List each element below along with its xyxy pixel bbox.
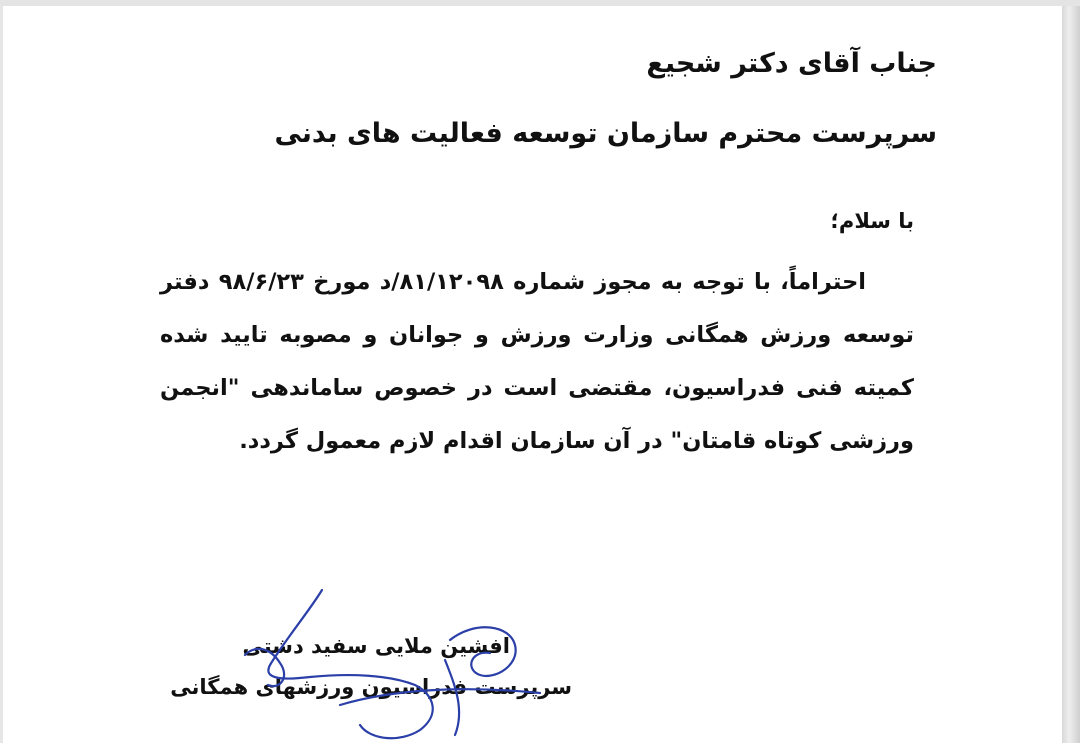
body-paragraph: احتراماً، با توجه به مجوز شماره ۸۱/۱۲۰۹۸/د مورخ ۹۸/۶/۲۳ دفتر توسعه ورزش همگانی وزارت ورزش و جوانان و مصوبه تایید شده کمیته فنی فدراسیون، مقتضی است در خصوص ساماندهی "انجمن ورزشی کوتاه قامتان" در آن سازمان اقدام لازم معمول گردد. [160, 269, 914, 454]
addressee-title: سرپرست محترم سازمان توسعه فعالیت های بدنی [274, 118, 937, 149]
page-right-edge [1062, 6, 1080, 743]
addressee-name: جناب آقای دکتر شجیع [646, 48, 937, 79]
page-left-edge [0, 6, 3, 743]
greeting: با سلام؛ [830, 209, 914, 233]
letter-body [160, 256, 914, 468]
handwritten-signature [240, 585, 570, 743]
signatory-title: سرپرست فدراسیون ورزشهای همگانی [170, 675, 572, 699]
signature-stroke [445, 660, 459, 735]
signature-stroke [268, 590, 432, 738]
signature-stroke [340, 689, 540, 705]
signatory-name: افشین ملایی سفید دشتی [242, 634, 510, 658]
signature-stroke [245, 649, 284, 686]
signature-stroke [450, 627, 516, 676]
